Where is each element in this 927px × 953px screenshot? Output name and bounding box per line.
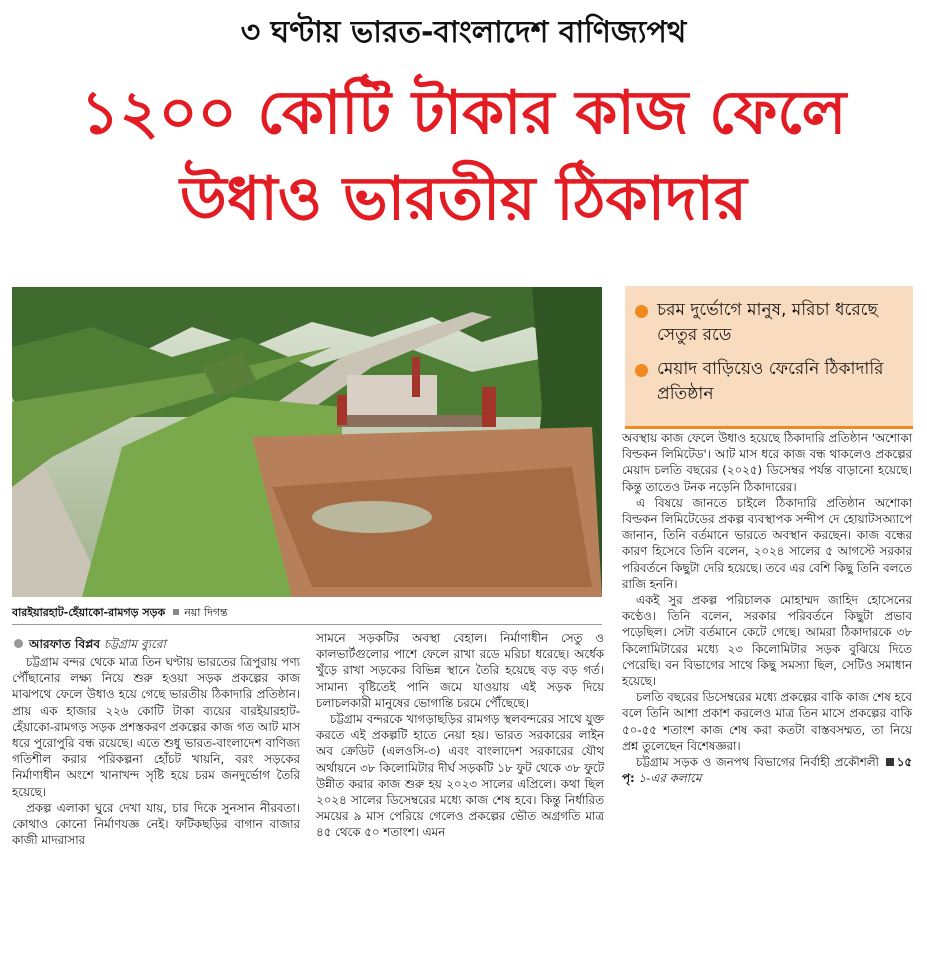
article-column-1 [12,654,300,848]
orange-bullet-icon [635,364,648,377]
jump-square-icon [886,758,894,766]
paragraph: সামনে সড়কটির অবস্থা বেহাল। নির্মাণাধীন সেতু ও কালভার্টগুলোর পাশে ফেলে রাখা রডে মরিচা ধরেছে। অর্ধেক খুঁড়ে রাখা সড়কের বিভিন্ন স্থানে তৈরি হয়েছে বড় বড় গর্ত। সামান্য বৃষ্টিতেই পানি জমে যাওয়ায় এই সড়ক দিয়ে চলাচলকারী মানুষের ভোগান্তি চরমে পৌঁছেছে। [316,631,604,710]
paragraph: চট্টগ্রাম বন্দর থেকে মাত্র তিন ঘণ্টায় ভারতের ত্রিপুরায় পণ্য পৌঁছানোর লক্ষ্য নিয়ে শুরু হওয়া সড়ক প্রকল্পের কাজ মাঝপথে ফেলে উধাও হয়ে গেছে ভারতীয় ঠিকাদারি প্রতিষ্ঠান। প্রায় এক হাজার ২২৬ কোটি টাকা ব্যয়ের বারইয়ারহাট-হেঁয়াকো-রামগড় সড়ক প্রশস্তকরণ প্রকল্পের কাজ গত আট মাস ধরে পুরোপুরি বন্ধ রয়েছে। এতে শুধু ভারত-বাংলাদেশ বাণিজ্য গতিশীল করার পরিকল্পনা হোঁচট খায়নি, বরং সড়কের নির্মাণাধীন অংশে খানাখন্দ সৃষ্টি হয়ে চরম জনদুর্ভোগ তৈরি হয়েছে। [12,655,300,799]
paragraph: একই সুর প্রকল্প পরিচালক মোহাম্মদ জাহিদ হোসেনের কণ্ঠেও। তিনি বলেন, সরকার পরিবর্তনে কিছুটা প্রভাব পড়েছিল। সেটা বর্তমানে কেটে গেছে। আমরা ঠিকাদারকে ৩৮ কিলোমিটারের মধ্যে ২৩ কিলোমিটার সড়ক বুঝিয়ে দিতে পেরেছি। বন বিভাগের সাথে কিছু সমস্যা ছিল, সেটিও সমাধান হয়েছে। [622,593,912,689]
caption-rule [12,624,602,625]
highlight-text: চরম দুর্ভোগে মানুষ, মরিচা ধরেছে সেতুর রডে [657,300,878,345]
bureau-name: চট্টগ্রাম ব্যুরো [103,637,166,651]
article-column-2 [316,630,604,841]
main-headline-line-2: উধাও ভারতীয় ঠিকাদার [180,164,747,234]
author-name: আরফাত বিপ্লব [29,637,101,651]
paragraph: চট্টগ্রাম বন্দরকে খাগড়াছড়ির রামগড় স্থলবন্দরের সাথে যুক্ত করতে এই প্রকল্পটি হাতে নেয়া হয়। ভারত সরকারের লাইন অব ক্রেডিট (এলওসি-৩) এবং বাংলাদেশ সরকারের যৌথ অর্থায়নে ৩৮ কিলোমিটার দীর্ঘ সড়কটি ১৮ ফুট থেকে ৩৮ ফুটে উন্নীত করার কাজ শুরু হয় ২০২৩ সালের এপ্রিলে। কথা ছিল ২০২৪ সালের ডিসেম্বরের মধ্যে কাজ শেষ হবে। কিন্তু নির্ধারিত সময়ের ৯ মাস পেরিয়ে গেলেও প্রকল্পের ভৌত অগ্রগতি মাত্র ৪৫ থেকে ৫০ শতাংশ। এমন [316,712,604,840]
kicker-headline: ৩ ঘণ্টায় ভারত-বাংলাদেশ বাণিজ্যপথ [240,15,687,50]
photo-caption [12,604,228,623]
highlight-item [625,298,913,348]
paragraph: এ বিষয়ে জানতে চাইলে ঠিকাদারি প্রতিষ্ঠান অশোকা বিল্ডকন লিমিটেডের প্রকল্প ব্যবস্থাপক সন্দীপ দে হোয়াটসঅ্যাপে জানান, তিনি বর্তমানে ভারতে অবস্থান করছেন। কাজ বন্ধের কারণ হিসেবে তিনি বলেন, ২০২৪ সালের ৫ আগস্টে সরকার পরিবর্তনে কিছুটা দেরি হয়েছে। তবে এর বেশি কিছু তিনি বলতে রাজি হননি। [622,495,912,591]
paragraph: অবস্থায় কাজ ফেলে উধাও হয়েছে ঠিকাদারি প্রতিষ্ঠান 'অশোকা বিল্ডকন লিমিটেড'। আট মাস ধরে কাজ বন্ধ থাকলেও প্রকল্পের মেয়াদ চলতি বছরের (২০২৫) ডিসেম্বর পর্যন্ত বাড়ানো হয়েছে। কিন্তু তাতেও টনক নড়েনি ঠিকাদারের। [622,431,912,494]
jump-page: ১৫ পৃ: [622,755,913,786]
paragraph: চলতি বছরের ডিসেম্বরের মধ্যে প্রকল্পের বাকি কাজ শেষ হবে বলে তিনি আশা প্রকাশ করলেও মাত্র তিন মাসে প্রকল্পের বাকি ৫০-৫৫ শতাংশ কাজ শেষ করা কতটা বাস্তবসম্মত, তা নিয়ে প্রশ্ন তুলেছেন বিশেষজ্ঞরা। [622,690,912,753]
caption-separator [173,609,179,615]
highlight-text: মেয়াদ বাড়িয়েও ফেরেনি ঠিকাদারি প্রতিষ্ঠান [657,359,884,404]
highlight-item [625,357,913,407]
photo-credit: নয়া দিগন্ত [184,606,228,619]
paragraph-text: চট্টগ্রাম সড়ক ও জনপথ বিভাগের নির্বাহী প্রকৌশলী [636,755,879,770]
jump-text[interactable]: ১-এর কলামে [638,771,702,786]
byline [14,636,166,656]
caption-text: বারইয়ারহাট-হেঁয়াকো-রামগড় সড়ক [12,606,166,619]
orange-bullet-icon [635,305,648,318]
road-photo [12,287,602,597]
article-column-3 [622,430,912,786]
main-headline-line-1: ১২০০ কোটি টাকার কাজ ফেলে [80,78,847,148]
highlights-box [625,286,913,429]
paragraph: প্রকল্প এলাকা ঘুরে দেখা যায়, চার দিকে সুনসান নীরবতা। কোথাও কোনো নির্মাণযজ্ঞ নেই। ফটিকছড়ির বাগান বাজার কাজী মাদরাসার [12,800,300,848]
byline-dot-icon [14,639,23,648]
paragraph-with-jump [622,754,912,786]
